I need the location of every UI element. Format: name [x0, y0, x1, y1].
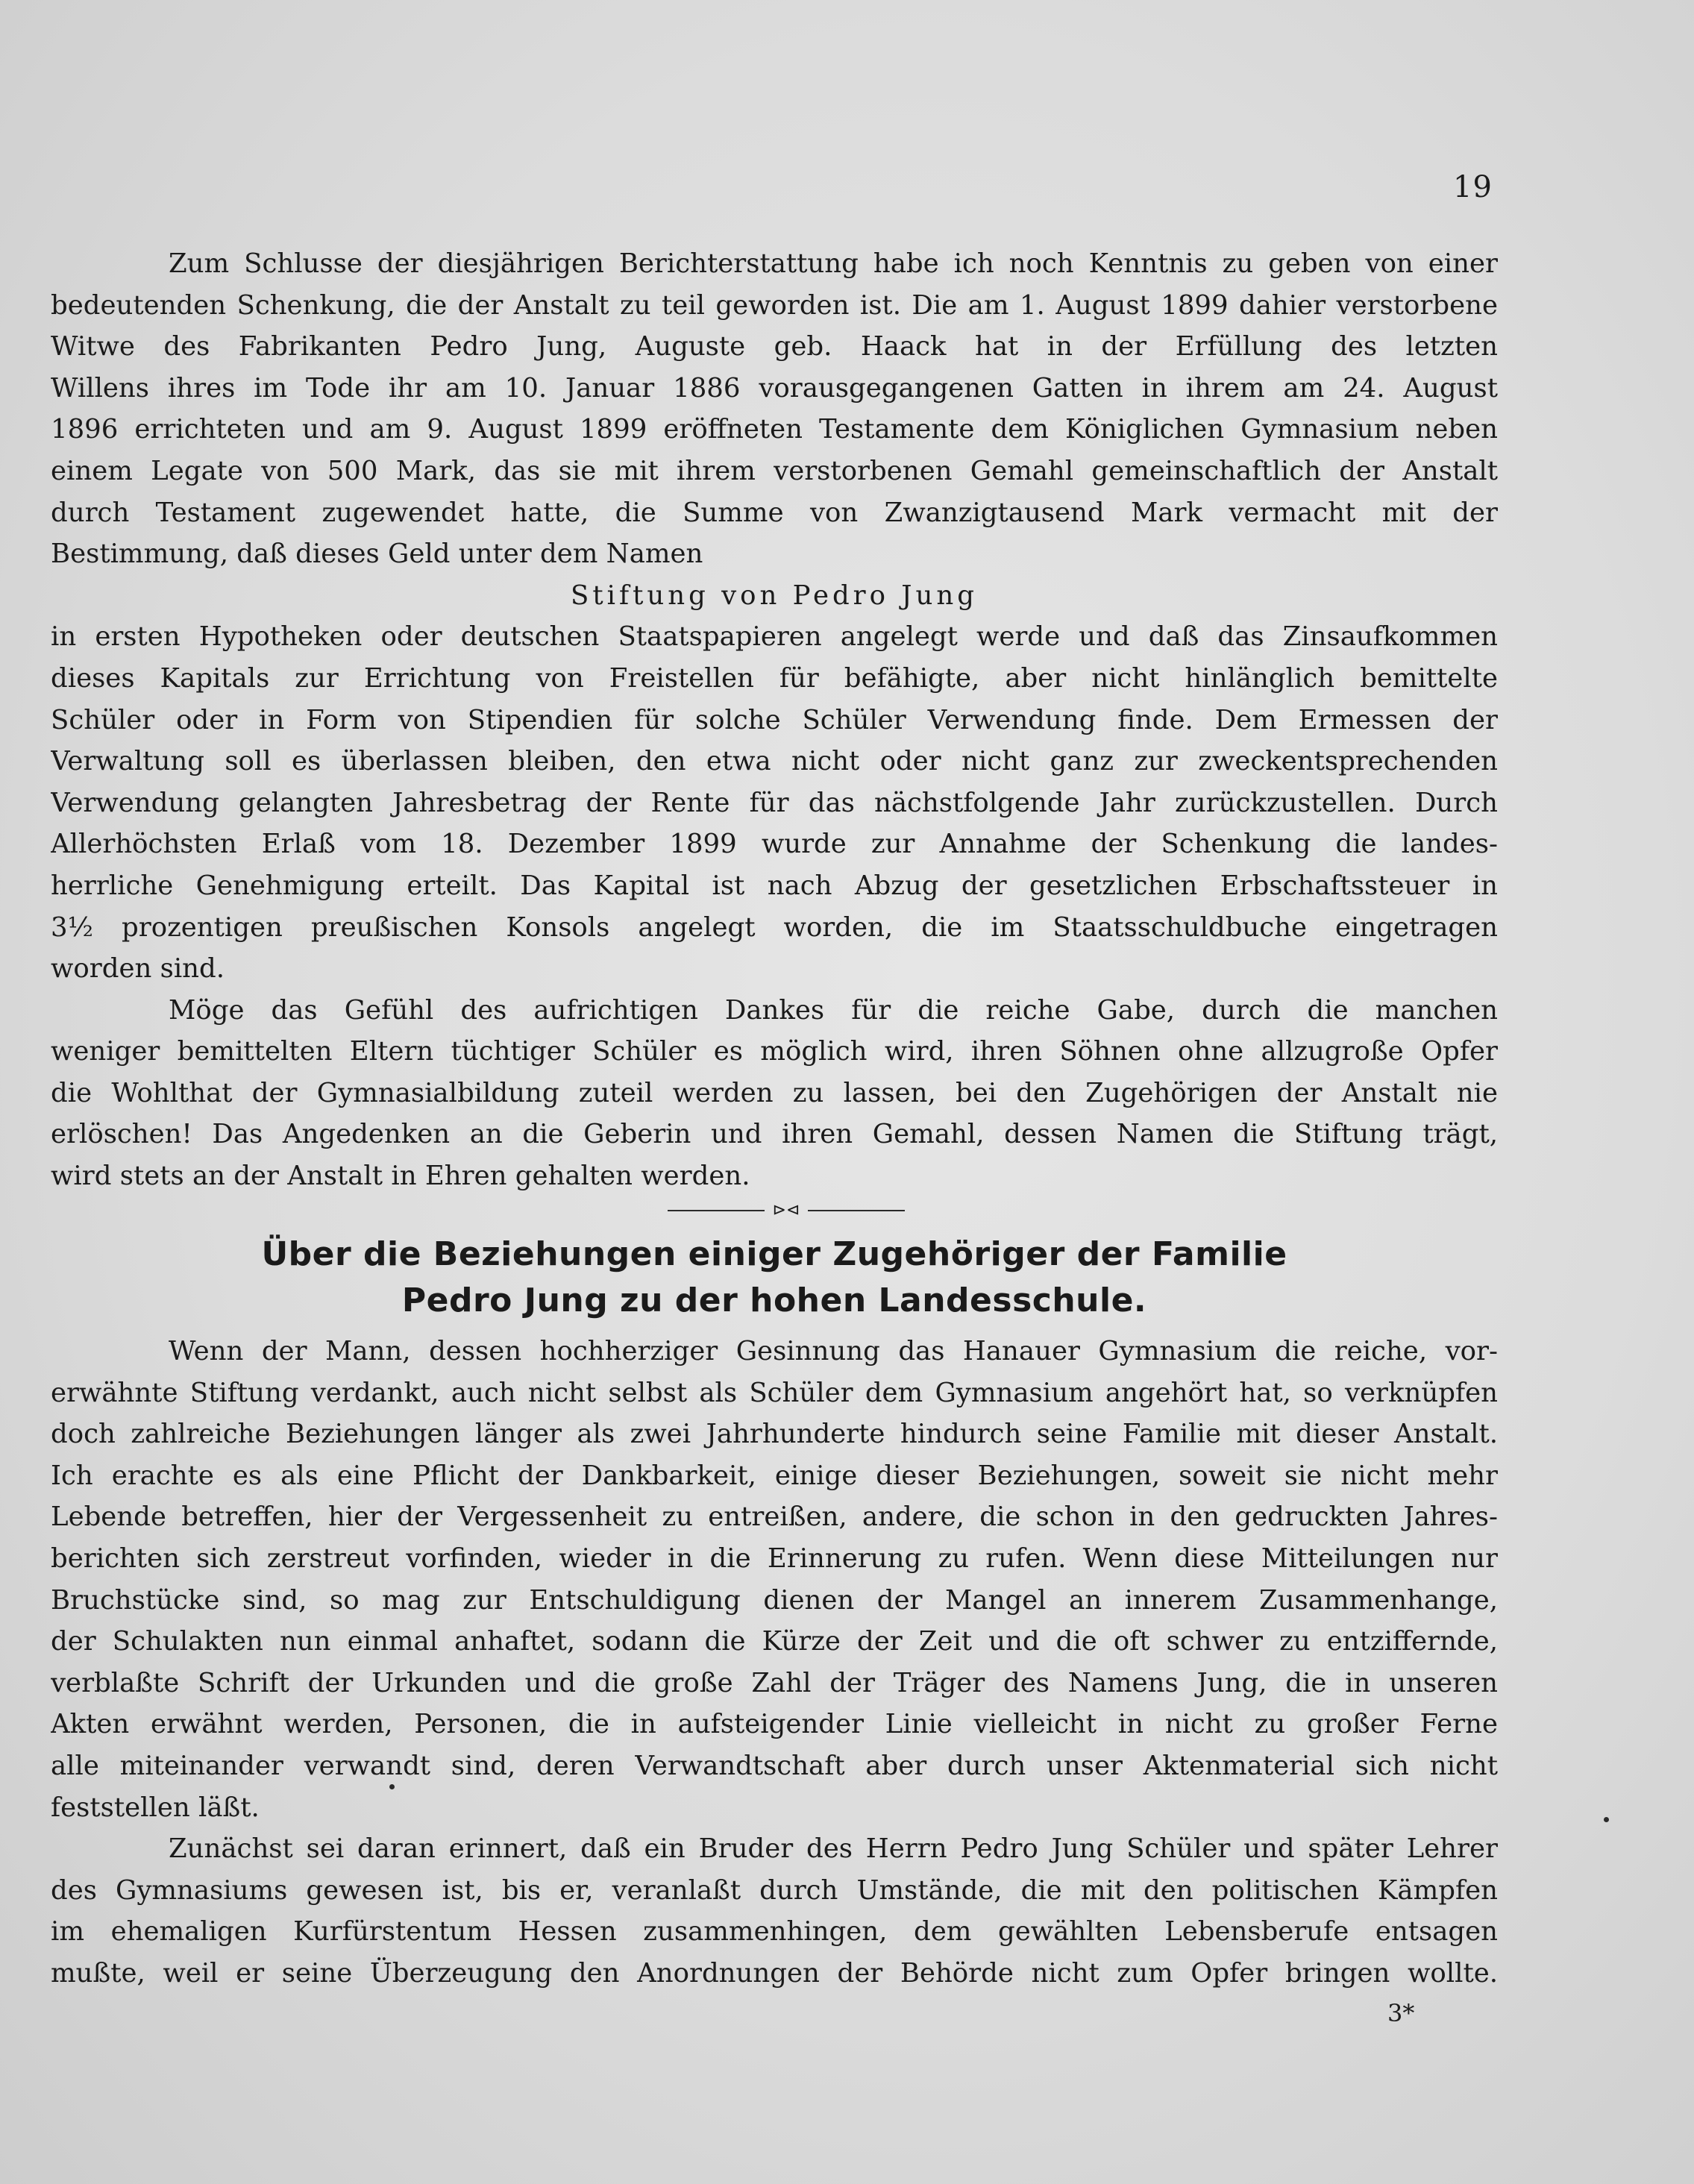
text-line: herrliche Genehmigung erteilt. Das Kapital ist nach Abzug der gesetzlichen Erbschaftssteuer in [51, 870, 1498, 901]
print-speck [389, 1784, 395, 1789]
text-line: in ersten Hypotheken oder deutschen Staatspapieren angelegt werde und daß das Zinsaufkommen [51, 621, 1498, 653]
signature-mark: 3* [1387, 1999, 1415, 2027]
text-line: 3½ prozentigen preußischen Konsols angelegt worden, die im Staatsschuldbuche eingetragen [51, 911, 1498, 943]
text-line: die Wohlthat der Gymnasialbildung zuteil werden zu lassen, bei den Zugehörigen der Anstalt nie [51, 1077, 1498, 1108]
text-line: weniger bemittelten Eltern tüchtiger Schüler es möglich wird, ihren Söhnen ohne allzugroße Opfer [51, 1036, 1498, 1067]
text-line: 1896 errichteten und am 9. August 1899 eröffneten Testamente dem Königlichen Gymnasium neben [51, 414, 1498, 445]
text-line: Bruchstücke sind, so mag zur Entschuldigung dienen der Mangel an innerem Zusammenhange, [51, 1584, 1498, 1616]
text-line: durch Testament zugewendet hatte, die Summe von Zwanzigtausend Mark vermacht mit der [51, 497, 1498, 528]
text-line: verblaßte Schrift der Urkunden und die große Zahl der Träger des Namens Jung, die in unseren [51, 1667, 1498, 1698]
section-heading-line-1: Über die Beziehungen einiger Zugehöriger der Familie [261, 1235, 1287, 1273]
text-line: worden sind. [51, 953, 225, 985]
text-line: berichten sich zerstreut vorfinden, wieder in die Erinnerung zu rufen. Wenn diese Mitteilungen nur [51, 1543, 1498, 1574]
text-line: Schüler oder in Form von Stipendien für solche Schüler Verwendung finde. Dem Ermessen der [51, 704, 1498, 735]
foundation-name-line: Stiftung von Pedro Jung [571, 580, 978, 611]
text-line: erlöschen! Das Angedenken an die Geberin und ihren Gemahl, dessen Namen die Stiftung trägt, [51, 1119, 1498, 1150]
text-line: doch zahlreiche Beziehungen länger als zwei Jahrhunderte hindurch seine Familie mit dieser Anstalt. [51, 1419, 1498, 1450]
text-line: Allerhöchsten Erlaß vom 18. Dezember 1899 wurde zur Annahme der Schenkung die landes- [51, 829, 1498, 860]
text-line: Wenn der Mann, dessen hochherziger Gesinnung das Hanauer Gymnasium die reiche, vor- [169, 1336, 1498, 1366]
endowment-report-text [51, 243, 1498, 1197]
text-line: bedeutenden Schenkung, die der Anstalt zu teil geworden ist. Die am 1. August 1899 dahier verstorbene [51, 289, 1498, 321]
text-line: erwähnte Stiftung verdankt, auch nicht selbst als Schüler dem Gymnasium angehört hat, so verknüpfen [51, 1377, 1498, 1408]
text-line: einem Legate von 500 Mark, das sie mit ihrem verstorbenen Gemahl gemeinschaftlich der Anstalt [51, 455, 1498, 486]
section-divider [668, 1199, 905, 1222]
text-line: Willens ihres im Tode ihr am 10. Januar 1886 vorausgegangenen Gatten in ihrem am 24. August [51, 372, 1498, 404]
text-line: Bestimmung, daß dieses Geld unter dem Namen [51, 539, 703, 570]
page-number: 19 [1453, 170, 1493, 204]
text-line: Verwendung gelangten Jahresbetrag der Rente für das nächstfolgende Jahr zurückzustellen. Durch [51, 787, 1498, 818]
text-line: wird stets an der Anstalt in Ehren gehalten werden. [51, 1161, 750, 1192]
divider-rule-left [668, 1210, 765, 1211]
text-line: Ich erachte es als eine Pflicht der Dankbarkeit, einige dieser Beziehungen, soweit sie nicht mehr [51, 1460, 1498, 1491]
text-line: mußte, weil er seine Überzeugung den Anordnungen der Behörde nicht zum Opfer bringen wollte. [51, 1957, 1498, 1989]
text-line: Akten erwähnt werden, Personen, die in aufsteigender Linie vielleicht in nicht zu großer Ferne [51, 1709, 1498, 1740]
text-line: des Gymnasiums gewesen ist, bis er, veranlaßt durch Umstände, die mit den politischen Kämpfen [51, 1874, 1498, 1906]
text-line: Witwe des Fabrikanten Pedro Jung, Auguste geb. Haack hat in der Erfüllung des letzten [51, 331, 1498, 363]
text-line: der Schulakten nun einmal anhaftet, sodann die Kürze der Zeit und die oft schwer zu entziffernde, [51, 1626, 1498, 1657]
family-relations-text [51, 1331, 1498, 1995]
text-line: Zum Schlusse der diesjährigen Berichterstattung habe ich noch Kenntnis zu geben von einer [169, 248, 1498, 279]
text-line: Möge das Gefühl des aufrichtigen Dankes für die reiche Gabe, durch die manchen [169, 994, 1498, 1026]
text-line: alle miteinander verwandt sind, deren Verwandtschaft aber durch unser Aktenmaterial sich nicht [51, 1750, 1498, 1781]
text-line: Zunächst sei daran erinnert, daß ein Bruder des Herrn Pedro Jung Schüler und später Lehrer [169, 1833, 1498, 1865]
text-line: Lebende betreffen, hier der Vergessenheit zu entreißen, andere, die schon in den gedruckten Jahres- [51, 1502, 1498, 1533]
section-heading-line-2: Pedro Jung zu der hohen Landesschule. [401, 1281, 1147, 1320]
print-speck [1604, 1817, 1609, 1822]
divider-rule-right [808, 1210, 905, 1211]
divider-ornament: ⊳⊲ [772, 1201, 800, 1220]
text-line: dieses Kapitals zur Errichtung von Freistellen für befähigte, aber nicht hinlänglich bemittelte [51, 662, 1498, 694]
text-line: feststellen läßt. [51, 1792, 260, 1823]
text-line: im ehemaligen Kurfürstentum Hessen zusammenhingen, dem gewählten Lebensberufe entsagen [51, 1916, 1498, 1948]
text-line: Verwaltung soll es überlassen bleiben, den etwa nicht oder nicht ganz zur zweckentsprechenden [51, 746, 1498, 777]
